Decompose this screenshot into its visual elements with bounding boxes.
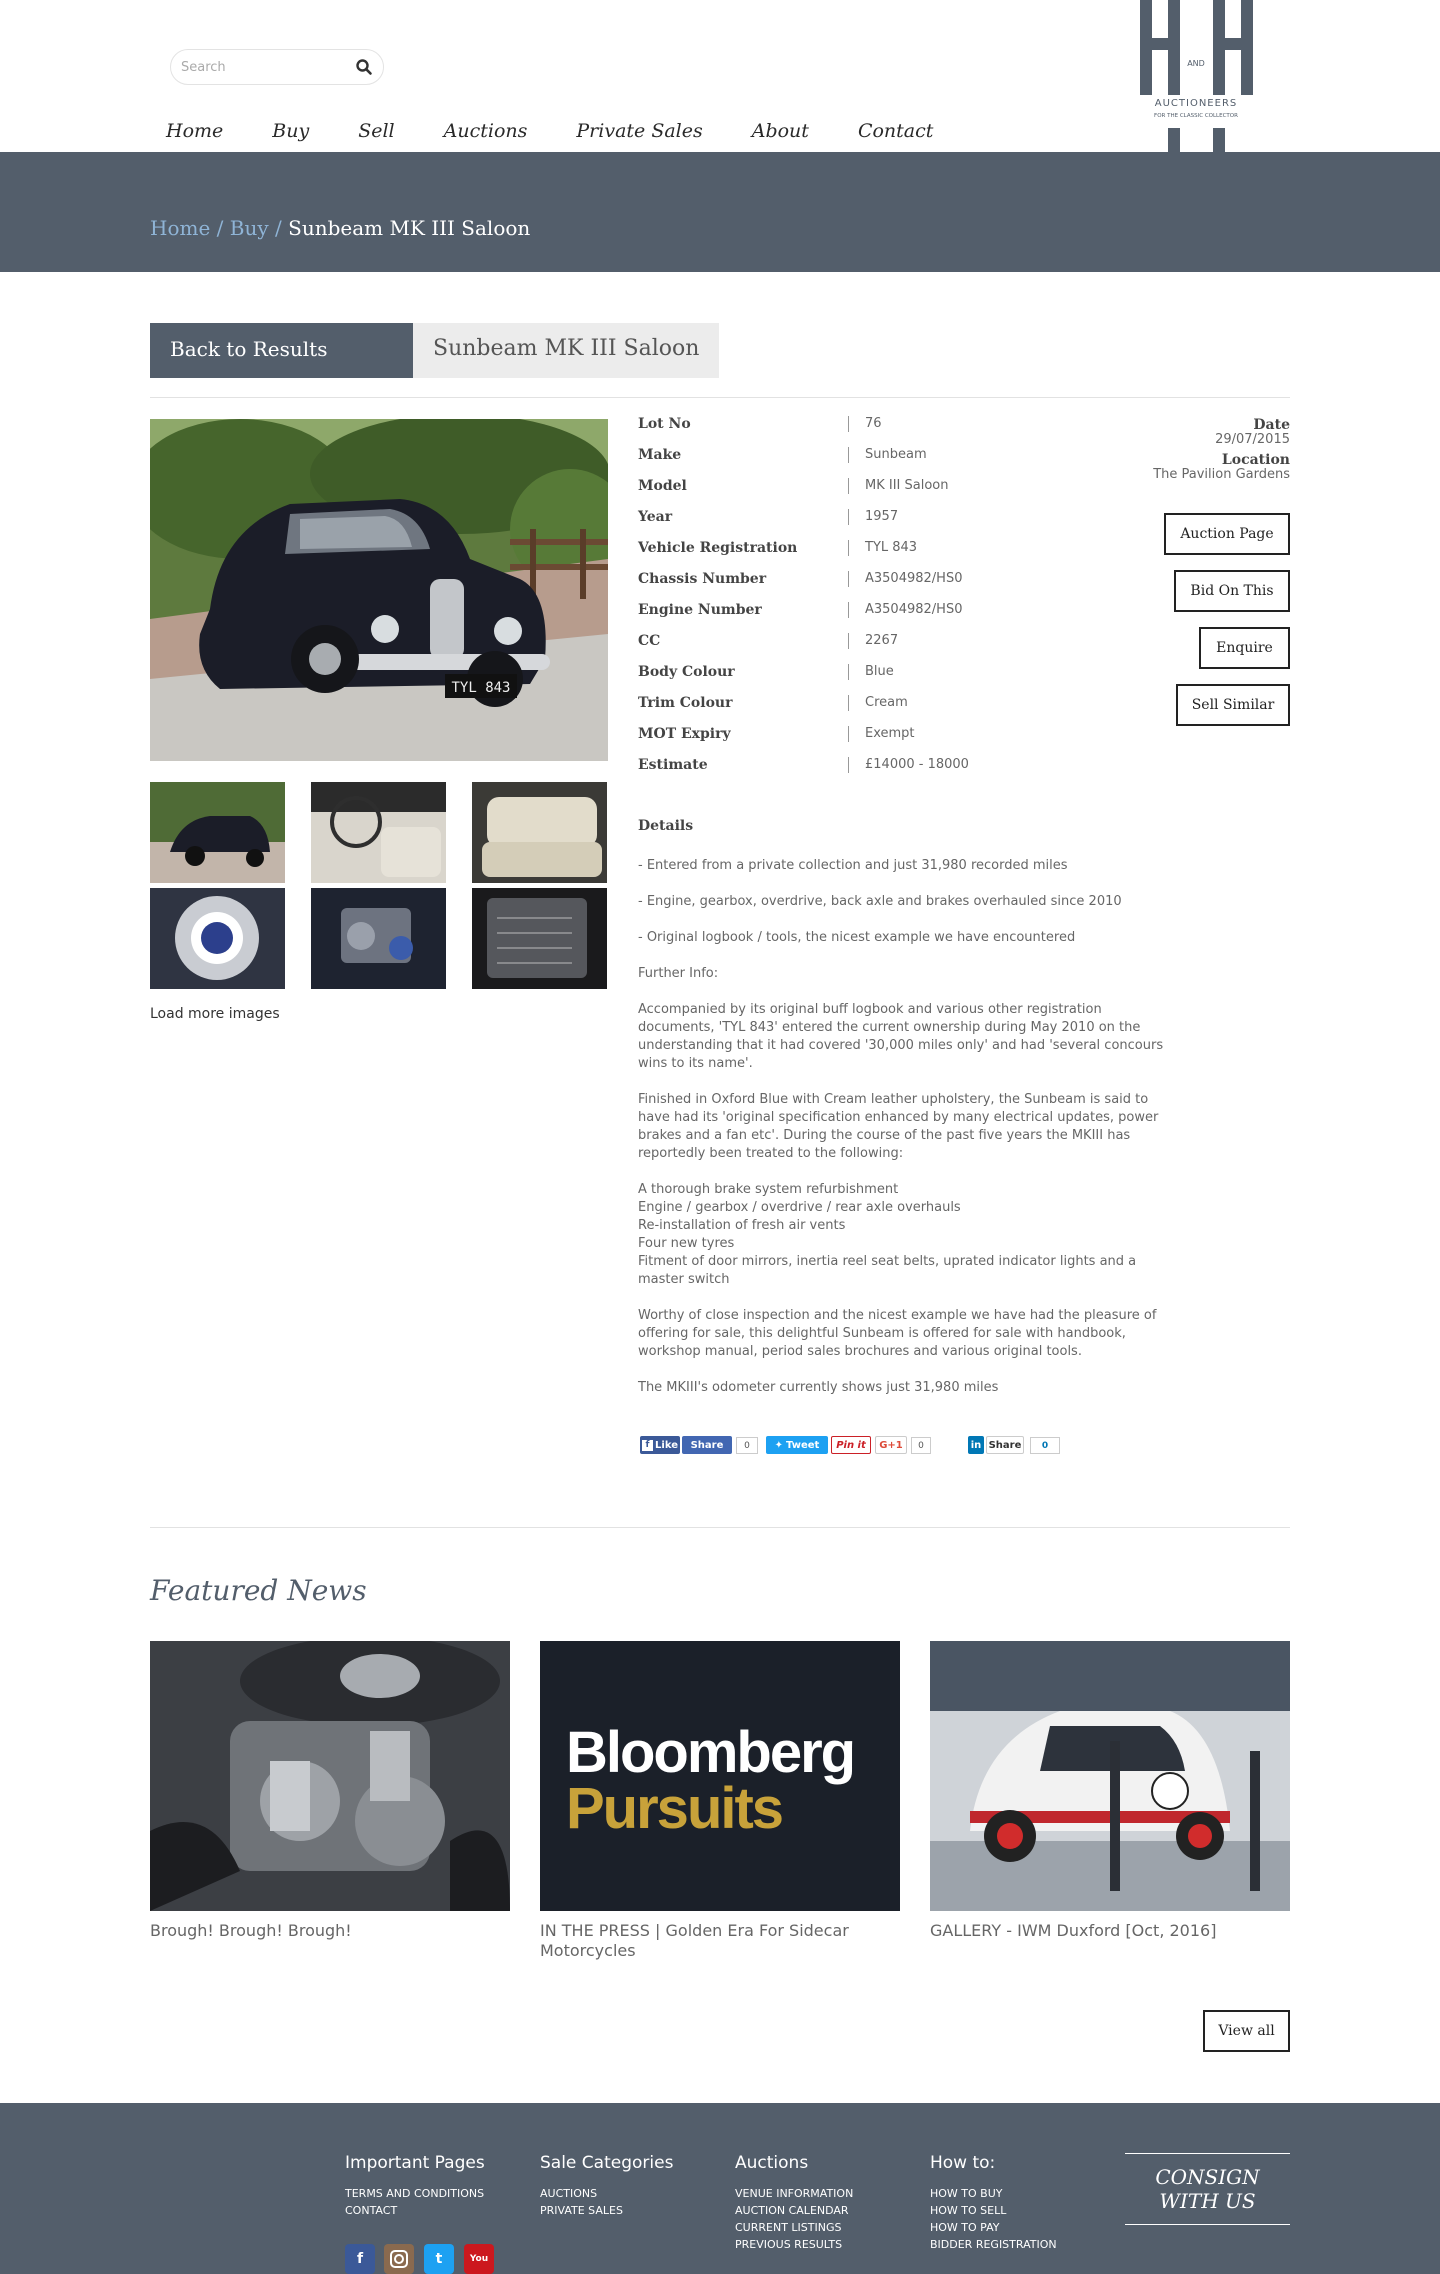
featured-news-heading: Featured News	[150, 1574, 367, 1607]
footer-link-auction-calendar[interactable]: AUCTION CALENDAR	[735, 2204, 849, 2217]
spec-row	[638, 447, 1038, 477]
pursuits-wordmark: Pursuits	[566, 1776, 783, 1841]
footer-link-how-to-sell[interactable]: HOW TO SELL	[930, 2204, 1007, 2217]
spec-value: TYL 843	[865, 540, 918, 555]
spec-value: Blue	[865, 664, 894, 679]
spec-value: Exempt	[865, 726, 915, 741]
search-icon[interactable]	[355, 58, 373, 76]
pinterest-pin-button[interactable]: Pin it	[831, 1436, 871, 1454]
spec-row	[638, 416, 1038, 446]
footer-link-private-sales[interactable]: PRIVATE SALES	[540, 2204, 623, 2217]
footer-heading: Important Pages	[345, 2153, 485, 2173]
spec-row	[638, 540, 1038, 570]
thumbnail-5[interactable]	[311, 888, 446, 989]
detail-paragraph: - Entered from a private collection and just 31,980 recorded miles	[638, 858, 1068, 873]
back-to-results-button[interactable]: Back to Results	[150, 323, 413, 378]
news-title[interactable]: Brough! Brough! Brough!	[150, 1921, 352, 1940]
spec-separator	[848, 447, 849, 463]
main-nav	[166, 120, 982, 142]
spec-label: Vehicle Registration	[638, 540, 798, 556]
breadcrumb-current: Sunbeam MK III Saloon	[288, 216, 531, 240]
lot-title-tab: Sunbeam MK III Saloon	[413, 323, 719, 378]
site-footer	[0, 2103, 1440, 2274]
nav-buy[interactable]: Buy	[272, 120, 310, 142]
detail-paragraph: Worthy of close inspection and the nicest example we have had the pleasure of offering for sale, this delightful Sunbeam is offered for sale with handbook, workshop manual, period sales brochures and various original tools.	[638, 1308, 1157, 1359]
spec-separator	[848, 571, 849, 587]
spec-label: Chassis Number	[638, 571, 767, 587]
detail-paragraph: - Engine, gearbox, overdrive, back axle and brakes overhauled since 2010	[638, 894, 1122, 909]
thumbnail-2[interactable]	[311, 782, 446, 883]
spec-label: Body Colour	[638, 664, 735, 680]
spec-separator	[848, 695, 849, 711]
news-card[interactable]	[150, 1641, 510, 1941]
detail-paragraph: Accompanied by its original buff logbook and various other registration documents, 'TYL 843' entered the current ownership during May 2010 on the understanding that it had covered '30,000 miles only' and had 'several concours wins to its name'.	[638, 1002, 1164, 1071]
detail-paragraph: Four new tyres	[638, 1236, 735, 1251]
spec-value: A3504982/HS0	[865, 602, 963, 617]
breadcrumb	[150, 216, 530, 240]
detail-paragraph: Re-installation of fresh air vents	[638, 1218, 846, 1233]
footer-link-auctions[interactable]: AUCTIONS	[540, 2187, 598, 2200]
spec-separator	[848, 478, 849, 494]
detail-paragraph: - Original logbook / tools, the nicest example we have encountered	[638, 930, 1076, 945]
spec-value: 1957	[865, 509, 899, 524]
nav-home[interactable]: Home	[166, 120, 224, 142]
spec-row	[638, 664, 1038, 694]
breadcrumb-buy[interactable]: Buy	[229, 216, 269, 240]
thumbnail-4[interactable]	[150, 888, 285, 989]
footer-how-to	[930, 2153, 1057, 2253]
footer-heading: Sale Categories	[540, 2153, 674, 2173]
footer-link-venue-information[interactable]: VENUE INFORMATION	[735, 2187, 854, 2200]
spec-row	[638, 726, 1038, 756]
spec-label: Year	[638, 509, 673, 525]
enquire-button[interactable]: Enquire	[1199, 627, 1290, 669]
footer-link-current-listings[interactable]: CURRENT LISTINGS	[735, 2221, 842, 2234]
svg-text:TYL 843: TYL 843	[451, 680, 511, 696]
spec-separator	[848, 540, 849, 556]
news-title[interactable]: GALLERY - IWM Duxford [Oct, 2016]	[930, 1921, 1217, 1940]
spec-label: Model	[638, 478, 687, 494]
spec-separator	[848, 509, 849, 525]
news-image[interactable]	[540, 1641, 900, 1911]
google-plus-button[interactable]: G+1	[875, 1436, 907, 1454]
spec-label: CC	[638, 633, 661, 649]
news-title[interactable]: IN THE PRESS | Golden Era For Sidecar Motorcycles	[540, 1921, 849, 1960]
detail-paragraph: A thorough brake system refurbishment	[638, 1182, 899, 1197]
facebook-share-button[interactable]: Share	[682, 1436, 732, 1454]
footer-link-terms[interactable]: TERMS AND CONDITIONS	[345, 2187, 485, 2200]
spec-row	[638, 633, 1038, 663]
footer-auctions	[735, 2153, 853, 2253]
instagram-icon[interactable]	[384, 2244, 414, 2274]
facebook-like-button[interactable]	[640, 1436, 680, 1454]
spec-value: MK III Saloon	[865, 478, 949, 493]
spec-row	[638, 571, 1038, 601]
spec-row	[638, 478, 1038, 508]
thumbnail-3[interactable]	[472, 782, 607, 883]
detail-paragraph: Fitment of door mirrors, inertia reel seat belts, uprated indicator lights and a master switch	[638, 1254, 1137, 1287]
divider	[150, 1527, 1290, 1528]
details-heading: Details	[638, 818, 694, 834]
detail-paragraph: Finished in Oxford Blue with Cream leather upholstery, the Sunbeam is said to have had its 'original specification enhanced by many electrical updates, power brakes and a fan etc'. During the course of the past five years the MKIII has reportedly been treated to the following:	[638, 1092, 1159, 1161]
spec-separator	[848, 726, 849, 742]
spec-row	[638, 695, 1038, 725]
breadcrumb-separator: /	[216, 216, 224, 240]
spec-row	[638, 602, 1038, 632]
linkedin-share-count: 0	[1030, 1437, 1060, 1454]
spec-value: 2267	[865, 633, 899, 648]
view-all-button[interactable]: View all	[1203, 2010, 1290, 2052]
spec-value: Sunbeam	[865, 447, 927, 462]
spec-separator	[848, 602, 849, 618]
detail-paragraph: Further Info:	[638, 966, 719, 981]
footer-heading: Auctions	[735, 2153, 809, 2173]
nav-about[interactable]: About	[751, 120, 809, 142]
logo-and-text: AND	[1187, 59, 1205, 68]
detail-paragraph: The MKIII's odometer currently shows just 31,980 miles	[638, 1380, 999, 1395]
spec-label: Estimate	[638, 757, 708, 773]
location-label: Location	[1221, 452, 1290, 468]
footer-important-pages	[345, 2153, 485, 2219]
search-box[interactable]	[170, 49, 384, 85]
like-label: Like	[655, 1439, 678, 1451]
consign-with-us-button[interactable]	[1125, 2153, 1290, 2225]
spec-separator	[848, 664, 849, 680]
consign-line-2: WITH US	[1159, 2189, 1256, 2213]
news-image[interactable]	[930, 1641, 1290, 1911]
spec-label: MOT Expiry	[638, 726, 731, 742]
breadcrumb-home[interactable]: Home	[150, 216, 211, 240]
footer-sale-categories	[540, 2153, 673, 2219]
date-value: 29/07/2015	[1215, 432, 1290, 447]
logo-name-text: AUCTIONEERS	[1154, 98, 1238, 109]
twitter-bird-icon: ✦	[774, 1439, 784, 1451]
nav-contact[interactable]: Contact	[857, 120, 934, 142]
footer-link-how-to-pay[interactable]: HOW TO PAY	[930, 2221, 1000, 2234]
bloomberg-wordmark: Bloomberg	[566, 1720, 855, 1785]
spec-label: Engine Number	[638, 602, 762, 618]
main-car-image[interactable]	[150, 419, 608, 761]
linkedin-share-button[interactable]: Share	[986, 1436, 1024, 1454]
load-more-images-link[interactable]: Load more images	[150, 1006, 280, 1022]
footer-link-previous-results[interactable]: PREVIOUS RESULTS	[735, 2238, 843, 2251]
breadcrumb-separator: /	[275, 216, 282, 240]
youtube-icon[interactable]: You	[464, 2244, 494, 2274]
news-image[interactable]	[150, 1641, 510, 1911]
facebook-share-count: 0	[736, 1437, 758, 1454]
nav-auctions[interactable]: Auctions	[443, 120, 528, 142]
spec-label: Make	[638, 447, 682, 463]
footer-heading: How to:	[930, 2153, 996, 2173]
spec-value: £14000 - 18000	[865, 757, 969, 772]
footer-link-how-to-buy[interactable]: HOW TO BUY	[930, 2187, 1003, 2200]
spec-value: 76	[865, 416, 882, 431]
footer-link-contact[interactable]: CONTACT	[345, 2204, 398, 2217]
divider	[150, 397, 1290, 398]
consign-line-1: CONSIGN	[1155, 2165, 1260, 2189]
thumbnail-1[interactable]	[150, 782, 285, 883]
search-input[interactable]	[181, 58, 341, 76]
sell-similar-button[interactable]: Sell Similar	[1176, 684, 1290, 726]
spec-row	[638, 757, 1038, 787]
bid-on-this-button[interactable]: Bid On This	[1174, 570, 1290, 612]
breadcrumb-band	[0, 152, 1440, 272]
nav-sell[interactable]: Sell	[358, 120, 395, 142]
thumbnail-6[interactable]	[472, 888, 607, 989]
spec-separator	[848, 416, 849, 432]
google-plus-count: 0	[911, 1437, 931, 1454]
auction-page-button[interactable]: Auction Page	[1164, 513, 1290, 555]
spec-value: A3504982/HS0	[865, 571, 963, 586]
news-card[interactable]	[930, 1641, 1290, 1941]
site-logo[interactable]	[1138, 0, 1255, 152]
logo-tagline-text: FOR THE CLASSIC COLLECTOR	[1154, 113, 1238, 119]
spec-label: Trim Colour	[638, 695, 733, 711]
date-label: Date	[1253, 417, 1290, 433]
tweet-label: Tweet	[786, 1439, 820, 1451]
twitter-icon[interactable]: t	[424, 2244, 454, 2274]
detail-paragraph: Engine / gearbox / overdrive / rear axle overhauls	[638, 1200, 961, 1215]
spec-value: Cream	[865, 695, 908, 710]
footer-link-bidder-registration[interactable]: BIDDER REGISTRATION	[930, 2238, 1057, 2251]
spec-separator	[848, 757, 849, 773]
news-card[interactable]	[540, 1641, 900, 1961]
spec-label: Lot No	[638, 416, 691, 432]
location-value: The Pavilion Gardens	[1153, 467, 1290, 482]
spec-row	[638, 509, 1038, 539]
linkedin-icon: in	[968, 1436, 984, 1454]
facebook-icon[interactable]: f	[345, 2244, 375, 2274]
facebook-icon: f	[642, 1440, 653, 1451]
nav-private-sales[interactable]: Private Sales	[576, 120, 703, 142]
tweet-button[interactable]	[766, 1436, 828, 1454]
spec-separator	[848, 633, 849, 649]
